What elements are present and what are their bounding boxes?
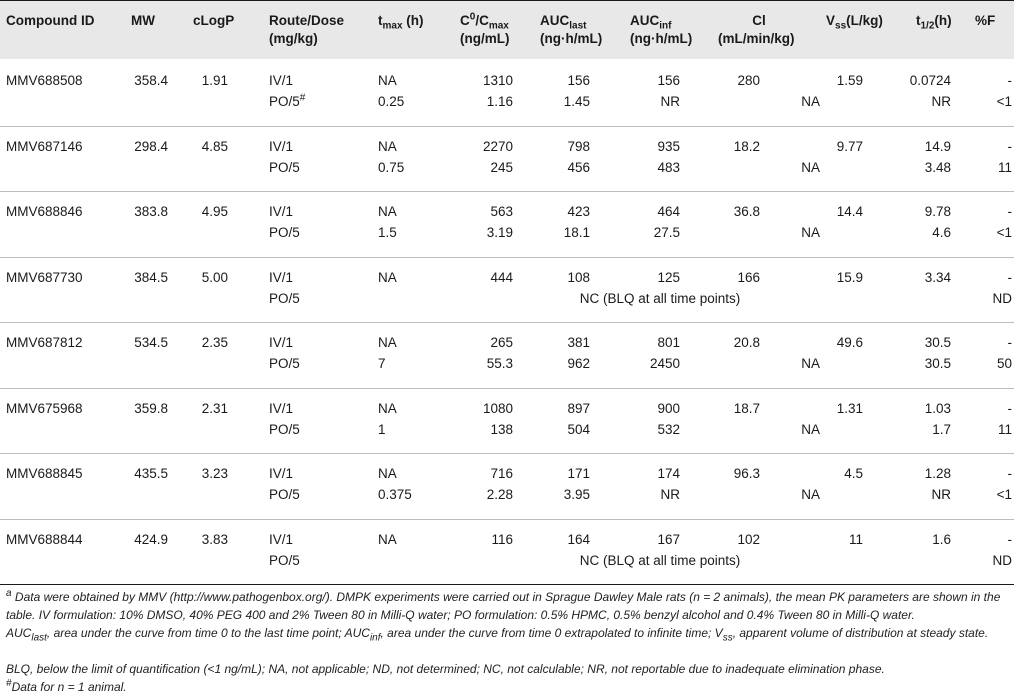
iv-thalf: 0.0724 [909,73,951,88]
po-f: 50 [996,356,1012,371]
iv-tmax: NA [378,531,397,547]
po-tmax: 0.25 [378,94,405,109]
header-route-line1: Route/Dose [269,13,345,28]
po-tmax: 7 [378,356,386,371]
clogp-value: 2.35 [201,335,228,350]
row-divider [0,453,1014,454]
iv-thalf: 9.78 [924,204,951,219]
po-route: PO/5 [269,225,300,240]
iv-tmax: NA [378,204,397,219]
po-route: PO/5 [269,552,300,568]
mw-value: 435.5 [134,466,168,481]
iv-f: - [1007,466,1012,481]
po-route: PO/5 [269,356,300,371]
po-cl-vss: NA [801,94,820,109]
iv-auclast: 798 [567,138,590,154]
iv-tmax: NA [378,269,397,285]
footnote-abbreviations-2: BLQ, below the limit of quantification (<1 ng/mL); NA, not applicable; ND, not determined; NC, not calculable; NR, not reportable due to inadequate elimination phase. [6,662,885,676]
compound-id: MMV675968 [6,400,83,416]
header-route-line2: (mg/kg) [269,31,318,46]
header-route [269,12,344,48]
row-divider [0,191,1014,192]
header-cmax: $C^0/C_{max}$ (ng/mL) [460,11,510,46]
iv-aucinf: 900 [657,400,680,416]
compound-id: MMV688508 [6,73,83,88]
compound-id: MMV688846 [6,204,83,219]
row-divider [0,126,1014,127]
po-cmax: 1.16 [486,94,513,109]
iv-cl: 36.8 [733,204,760,219]
compound-id: MMV688845 [6,466,83,481]
header-f: %F [975,13,996,28]
iv-auclast: 423 [567,204,590,219]
clogp-value: 2.31 [201,400,228,416]
iv-vss: 9.77 [836,138,863,154]
row-divider [0,257,1014,258]
mw-value: 384.5 [134,269,168,285]
iv-vss: 4.5 [844,466,863,481]
po-aucinf: 27.5 [653,225,680,240]
po-tmax: 1 [378,421,386,437]
po-auclast: 3.95 [563,487,590,502]
iv-auclast: 108 [567,269,590,285]
po-f: ND [992,290,1012,306]
po-thalf: NR [931,94,951,109]
iv-route: IV/1 [269,466,294,481]
mw-value: 298.4 [134,138,168,154]
po-f: <1 [996,94,1012,109]
header-mw: MW [131,13,155,28]
header-tmax: $t_{max}$ (h) [378,13,424,32]
iv-vss: 1.31 [836,400,863,416]
iv-cl: 102 [737,531,760,547]
po-aucinf: NR [660,94,680,109]
iv-f: - [1007,73,1012,88]
po-f: 11 [997,159,1012,175]
iv-thalf: 30.5 [924,335,951,350]
clogp-value: 1.91 [201,73,228,88]
po-tmax: 0.375 [378,487,412,502]
iv-vss: 14.4 [836,204,863,219]
header-cl-unit: (mL/min/kg) [718,31,795,46]
mw-value: 358.4 [134,73,168,88]
header-compound-id: Compound ID [6,13,95,28]
iv-cmax: 116 [491,531,513,547]
po-thalf: 4.6 [932,225,951,240]
mw-value: 383.8 [134,204,168,219]
header-vss: $V_{ss}(L/kg)$ [826,13,883,32]
po-f: ND [992,552,1012,568]
po-tmax: 0.75 [378,159,405,175]
iv-cmax: 1080 [482,400,513,416]
po-thalf: 3.48 [924,159,951,175]
iv-route: IV/1 [269,335,294,350]
po-not-calculable: NC (BLQ at all time points) [579,290,741,306]
table-bottom-rule [0,584,1014,585]
clogp-value: 4.85 [201,138,228,154]
iv-cmax: 563 [490,204,513,219]
po-cl-vss: NA [801,225,820,240]
iv-cl: 18.2 [733,138,760,154]
po-cmax: 2.28 [486,487,513,502]
iv-cmax: 2270 [482,138,513,154]
iv-cmax: 265 [490,335,513,350]
po-cmax: 3.19 [486,225,513,240]
iv-tmax: NA [378,138,397,154]
header-cmax-unit: (ng/mL) [460,31,510,46]
iv-tmax: NA [378,400,397,416]
iv-f: - [1007,138,1012,154]
iv-vss: 1.59 [836,73,863,88]
iv-thalf: 1.6 [932,531,951,547]
po-thalf: 30.5 [924,356,951,371]
header-clogp: cLogP [193,13,235,28]
po-auclast: 1.45 [563,94,590,109]
iv-aucinf: 174 [657,466,680,481]
po-route: PO/5 [269,487,300,502]
iv-tmax: NA [378,335,397,350]
iv-cl: 166 [737,269,760,285]
header-aucinf-unit: (ng·h/mL) [630,31,693,46]
compound-id: MMV687812 [6,335,83,350]
iv-thalf: 14.9 [924,138,951,154]
iv-aucinf: 935 [657,138,680,154]
clogp-value: 3.23 [201,466,228,481]
compound-id: MMV688844 [6,531,83,547]
po-aucinf: NR [660,487,680,502]
po-cmax: 138 [490,421,513,437]
header-aucinf: $AUC_{inf}$ (ng·h/mL) [630,13,693,46]
iv-cl: 96.3 [733,466,760,481]
iv-thalf: 3.34 [924,269,951,285]
clogp-value: 5.00 [201,269,228,285]
po-f: 11 [997,421,1012,437]
iv-aucinf: 801 [657,335,680,350]
po-route: PO/5 [269,159,300,175]
po-route: PO/5# [269,92,306,109]
iv-f: - [1007,269,1012,285]
iv-tmax: NA [378,466,397,481]
iv-cl: 20.8 [733,335,760,350]
po-cl-vss: NA [801,356,820,371]
po-aucinf: 532 [657,421,680,437]
iv-vss: 11 [848,531,863,547]
po-route: PO/5 [269,421,300,437]
po-f: <1 [996,487,1012,502]
po-cl-vss: NA [801,159,820,175]
header-thalf: $t_{1/2}(h)$ [916,13,952,32]
iv-aucinf: 125 [657,269,680,285]
po-cl-vss: NA [801,421,820,437]
iv-tmax: NA [378,73,397,88]
po-thalf: 1.7 [932,421,951,437]
iv-cl: 18.7 [733,400,760,416]
iv-auclast: 171 [567,466,590,481]
iv-auclast: 156 [567,73,590,88]
header-auclast: $AUC_{last}$ (ng·h/mL) [540,13,603,46]
iv-route: IV/1 [269,400,294,416]
iv-aucinf: 167 [657,531,680,547]
po-route: PO/5 [269,290,300,306]
iv-f: - [1007,531,1012,547]
iv-thalf: 1.28 [924,466,951,481]
iv-route: IV/1 [269,531,294,547]
row-divider [0,519,1014,520]
footnote-abbreviations-1: $AUC_{last}$, area under the curve from time 0 to the last time point; $AUC_{inf}$, area under the curve from time 0 extrapolated to infinite time; $V_{ss}$, apparent volume of distribution at steady state. [6,626,989,644]
iv-cmax: 1310 [482,73,513,88]
po-cl-vss: NA [801,487,820,502]
iv-f: - [1007,204,1012,219]
po-auclast: 18.1 [563,225,590,240]
po-aucinf: 2450 [649,356,680,371]
row-divider [0,388,1014,389]
iv-f: - [1007,335,1012,350]
po-aucinf: 483 [657,159,680,175]
iv-cmax: 444 [490,269,513,285]
iv-f: - [1007,400,1012,416]
iv-route: IV/1 [269,73,294,88]
iv-auclast: 897 [567,400,590,416]
po-auclast: 456 [567,159,590,175]
po-tmax: 1.5 [378,225,397,240]
po-cmax: 55.3 [486,356,513,371]
header-cl: Cl (mL/min/kg) [718,12,800,48]
iv-route: IV/1 [269,138,294,154]
iv-vss: 49.6 [836,335,863,350]
po-auclast: 504 [567,421,590,437]
footnote-hash: #Data for n = 1 animal. [6,678,127,694]
iv-cl: 280 [737,73,760,88]
iv-cmax: 716 [490,466,513,481]
row-divider [0,322,1014,323]
po-thalf: NR [931,487,951,502]
mw-value: 424.9 [134,531,168,547]
iv-route: IV/1 [269,204,294,219]
mw-value: 534.5 [134,335,168,350]
iv-vss: 15.9 [836,269,863,285]
po-not-calculable: NC (BLQ at all time points) [579,552,741,568]
iv-thalf: 1.03 [924,400,951,416]
clogp-value: 3.83 [201,531,228,547]
iv-aucinf: 464 [657,204,680,219]
po-auclast: 962 [567,356,590,371]
clogp-value: 4.95 [201,204,228,219]
compound-id: MMV687146 [6,138,83,154]
po-f: <1 [996,225,1012,240]
header-auclast-unit: (ng·h/mL) [540,31,603,46]
footnote-a: $^a$ Data were obtained by MMV (http://www.pathogenbox.org/). DMPK experiments were carried out in Sprague Dawley Male rats (n = 2 animals), the mean PK parameters are shown in the table. IV formulation: 10% DMSO, 40% PEG 400 and 2% Tween 80 in Milli-Q water; PO formulation: 0.5% HPMC, 0.5% benzyl alcohol and 0.4% Tween 80 in Milli-Q water. [6,588,1001,622]
mw-value: 359.8 [134,400,168,416]
po-cmax: 245 [490,159,513,175]
compound-id: MMV687730 [6,269,83,285]
iv-auclast: 164 [567,531,590,547]
iv-route: IV/1 [269,269,294,285]
iv-auclast: 381 [567,335,590,350]
iv-aucinf: 156 [657,73,680,88]
